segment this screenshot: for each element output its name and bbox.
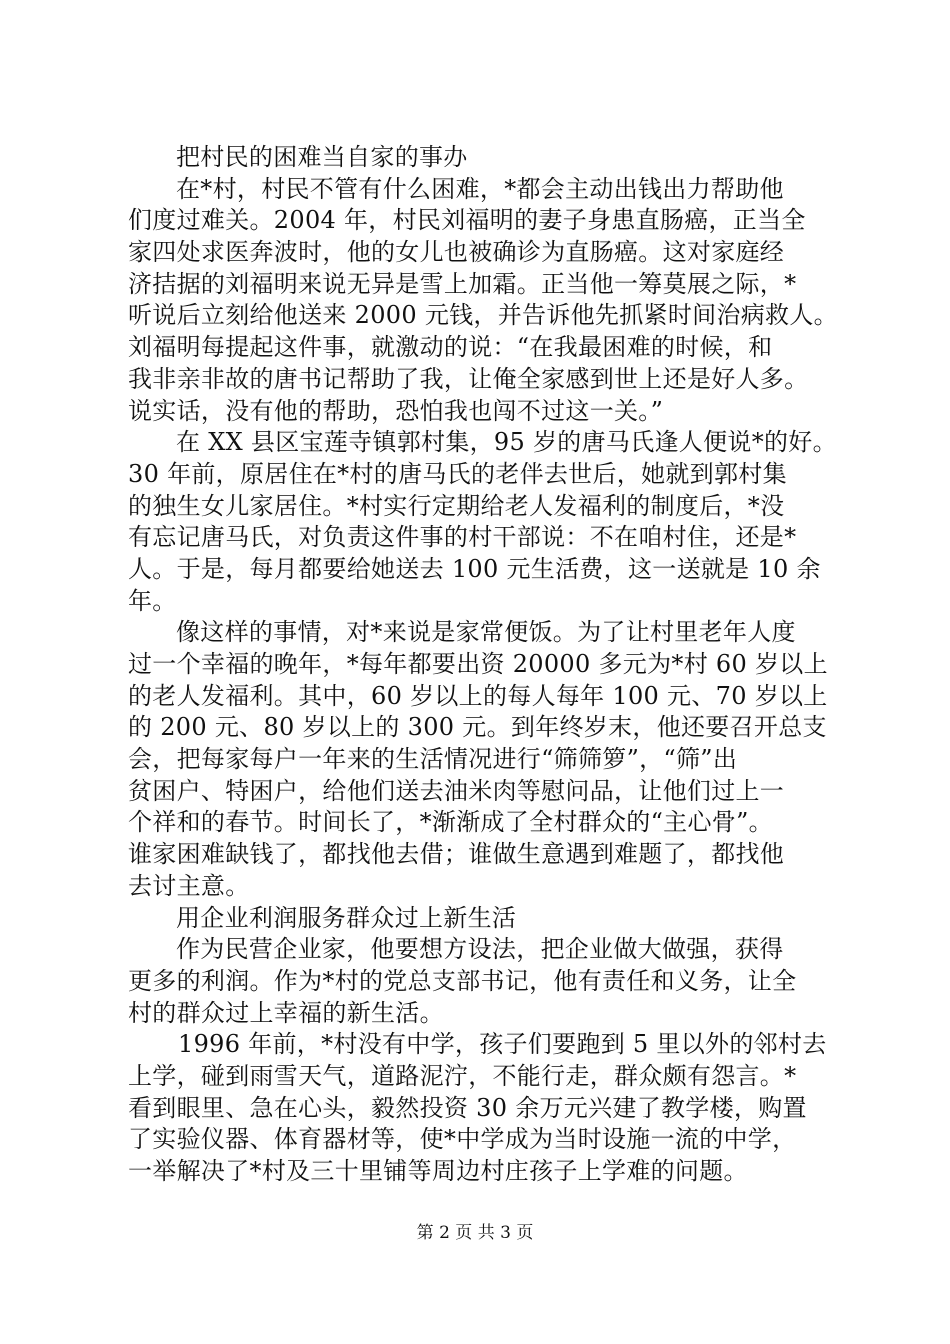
paragraph-line: 说实话，没有他的帮助，恐怕我也闯不过这一关。” — [128, 396, 664, 425]
paragraph-line: 在 XX 县区宝莲寺镇郭村集，95 岁的唐马氏逢人便说*的好。 — [176, 428, 837, 457]
paragraph-line: 刘福明每提起这件事，就激动的说：“在我最困难的时候，和 — [128, 333, 773, 362]
paragraph-line: 济拮据的刘福明来说无异是雪上加霜。正当他一筹莫展之际，* — [128, 269, 797, 298]
paragraph-line: 我非亲非故的唐书记帮助了我，让俺全家感到世上还是好人多。 — [128, 364, 809, 393]
paragraph-line: 人。于是，每月都要给她送去 100 元生活费，这一送就是 10 余 — [128, 554, 821, 583]
paragraph-line: 的老人发福利。其中，60 岁以上的每人每年 100 元、70 岁以上 — [128, 681, 828, 710]
paragraph-line: 看到眼里、急在心头，毅然投资 30 余万元兴建了教学楼，购置 — [128, 1093, 807, 1122]
paragraph-line: 们度过难关。2004 年，村民刘福明的妻子身患直肠癌，正当全 — [128, 206, 806, 235]
paragraph-line: 的 200 元、80 岁以上的 300 元。到年终岁末，他还要召开总支 — [128, 713, 827, 742]
paragraph-line: 会，把每家每户一年来的生活情况进行“筛筛箩”，“筛”出 — [128, 745, 738, 774]
paragraph-line: 更多的利润。作为*村的党总支部书记，他有责任和义务，让全 — [128, 966, 797, 995]
paragraph-line: 在*村，村民不管有什么困难，*都会主动出钱出力帮助他 — [176, 174, 784, 203]
paragraph-line: 个祥和的春节。时间长了，*渐渐成了全村群众的“主心骨”。 — [128, 808, 773, 837]
paragraph-line: 上学，碰到雨雪天气，道路泥泞，不能行走，群众颇有怨言。* — [128, 1061, 797, 1090]
paragraph-line: 作为民营企业家，他要想方设法，把企业做大做强，获得 — [176, 935, 784, 964]
paragraph-line: 谁家困难缺钱了，都找他去借；谁做生意遇到难题了，都找他 — [128, 840, 785, 869]
paragraph-line: 去讨主意。 — [128, 871, 250, 900]
paragraph-line: 过一个幸福的晚年，*每年都要出资 20000 多元为*村 60 岁以上 — [128, 650, 828, 678]
page-footer: 第 2 页 共 3 页 — [416, 1223, 534, 1243]
paragraph-line: 的独生女儿家居住。*村实行定期给老人发福利的制度后，*没 — [128, 491, 785, 520]
paragraph-line: 有忘记唐马氏，对负责这件事的村干部说：不在咱村住，还是* — [128, 523, 797, 552]
paragraph-line: 像这样的事情，对*来说是家常便饭。为了让村里老年人度 — [176, 618, 796, 647]
paragraph-line: 听说后立刻给他送来 2000 元钱，并告诉他先抓紧时间治病救人。 — [128, 301, 838, 330]
paragraph-line: 贫困户、特困户，给他们送去油米肉等慰问品，让他们过上一 — [128, 776, 785, 805]
section-heading: 用企业利润服务群众过上新生活 — [176, 903, 517, 932]
paragraph-line: 了实验仪器、体育器材等，使*中学成为当时设施一流的中学， — [128, 1125, 797, 1154]
paragraph-line: 1996 年前，*村没有中学，孩子们要跑到 5 里以外的邻村去 — [178, 1030, 827, 1059]
paragraph-line: 家四处求医奔波时，他的女儿也被确诊为直肠癌。这对家庭经 — [128, 238, 785, 267]
paragraph-line: 一举解决了*村及三十里铺等周边村庄孩子上学难的问题。 — [128, 1157, 748, 1185]
paragraph-line: 年。 — [128, 586, 177, 615]
paragraph-line: 30 年前，原居住在*村的唐马氏的老伴去世后，她就到郭村集 — [128, 459, 787, 488]
paragraph-line: 村的群众过上幸福的新生活。 — [128, 998, 444, 1027]
document-body — [128, 142, 838, 1188]
section-heading: 把村民的困难当自家的事办 — [176, 143, 468, 171]
